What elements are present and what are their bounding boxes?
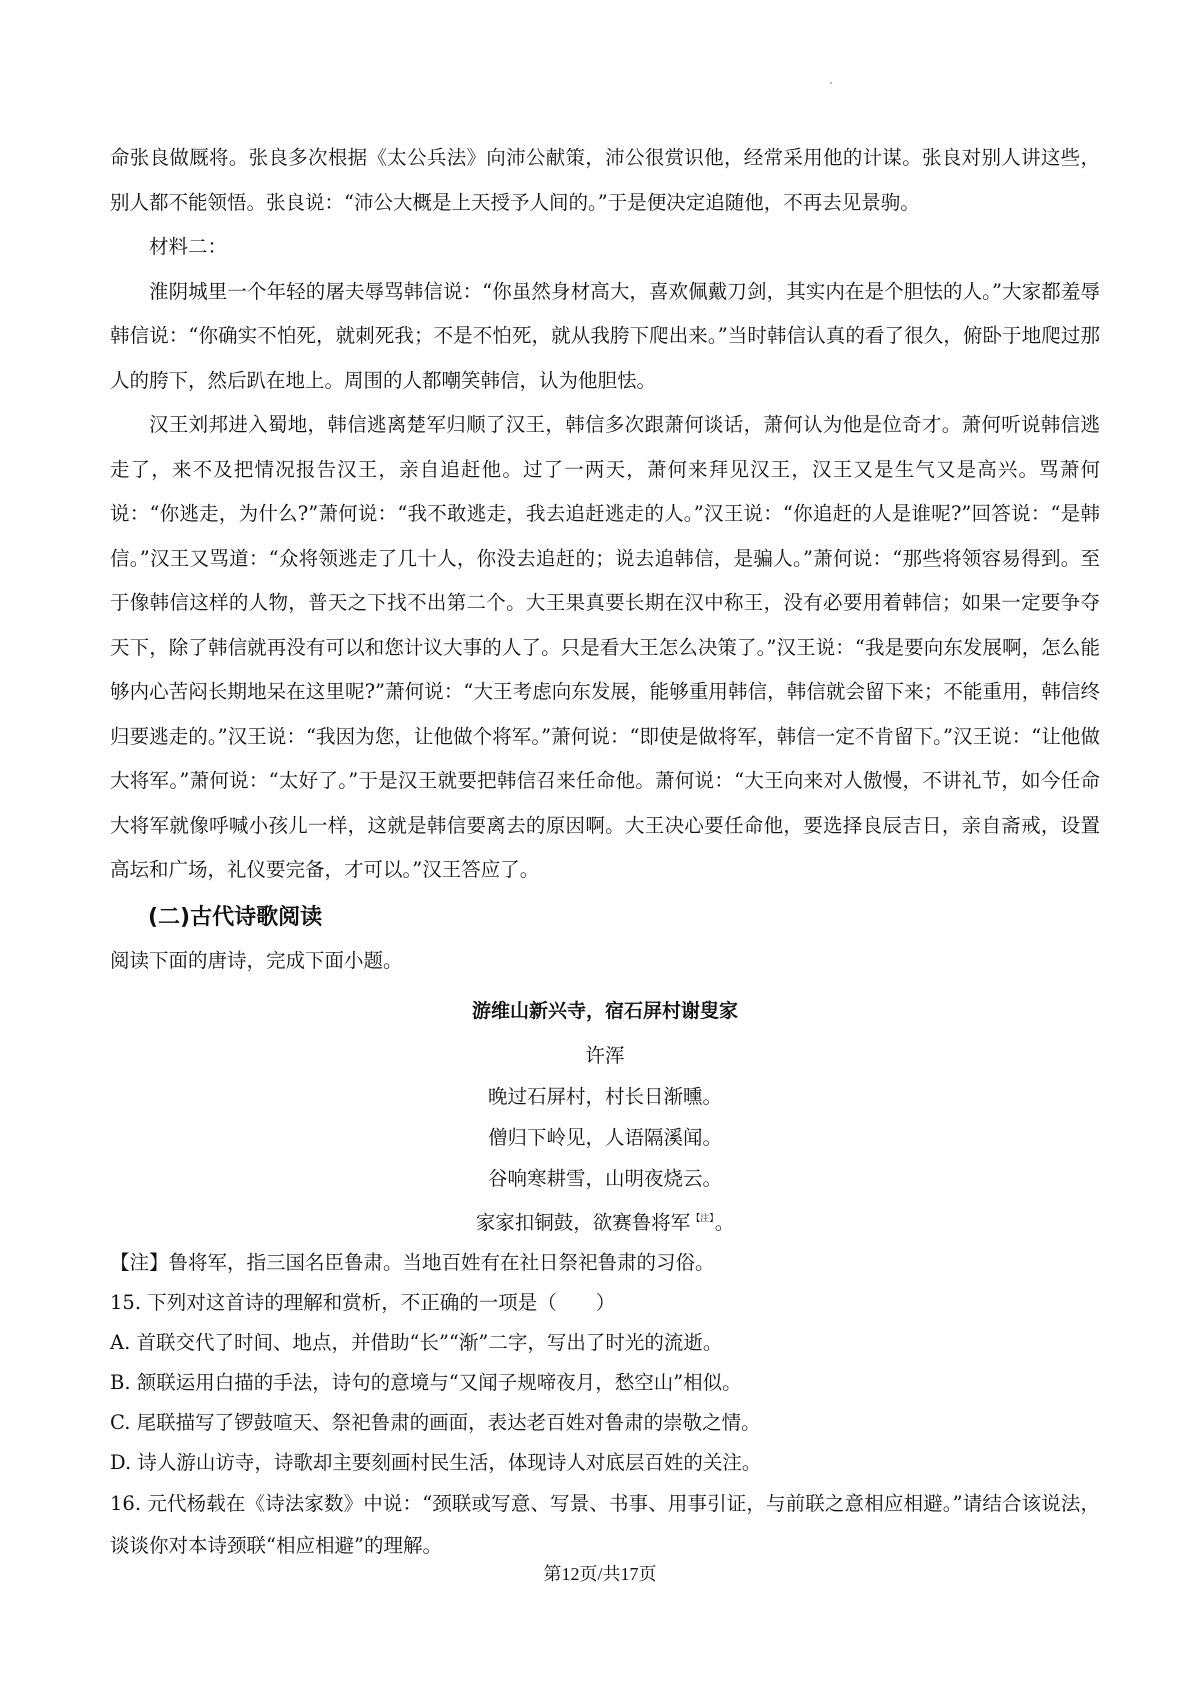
material1-tail: 命张良做厩将。张良多次根据《太公兵法》向沛公献策，沛公很赏识他，经常采用他的计谋。张良对别人讲这些，别人都不能领悟。张良说：“沛公大概是上天授予人间的。”于是便决定追随他，不再去见景驹。 [110,146,1100,214]
question-15-stem: 15. 下列对这首诗的理解和赏析，不正确的一项是（ ） [110,1290,616,1314]
poem-line-4-end: 。 [714,1210,735,1234]
question-15-option-c: C. 尾联描写了锣鼓喧天、祭祀鲁肃的画面，表达老百姓对鲁肃的崇敬之情。 [110,1410,761,1434]
note-marker: 【注】 [691,1213,714,1224]
material2-label: 材料二： [149,235,228,258]
page-footer: 第12页/共17页 [543,1564,657,1584]
scan-speck [830,82,832,84]
instruction: 阅读下面的唐诗，完成下面小题。 [110,948,403,972]
poem-title: 游维山新兴寺，宿石屏村谢叟家 [471,999,738,1022]
poem-line-4-text: 家家扣铜鼓，欲赛鲁将军 [475,1210,691,1234]
question-15-option-b: B. 颔联运用白描的手法，诗句的意境与“又闻子规啼夜月，愁空山”相似。 [110,1370,742,1394]
material2-paragraph-2: 汉王刘邦进入蜀地，韩信逃离楚军归顺了汉王，韩信多次跟萧何谈话，萧何认为他是位奇才。萧何听说韩信逃走了，来不及把情况报告汉王，亲自追赶他。过了一两天，萧何来拜见汉王，汉王又是生气又是高兴。骂萧何说：“你逃走，为什么?”萧何说：“我不敢逃走，我去追赶逃走的人。”汉王说：“你追赶的人是谁呢?”回答说：“是韩信。”汉王又骂道：“众将领逃走了几十人，你没去追赶的；说去追韩信，是骗人。”萧何说：“那些将领容易得到。至于像韩信这样的人物，普天之下找不出第二个。大王果真要长期在汉中称王，没有必要用着韩信；如果一定要争夺天下，除了韩信就再没有可以和您计议大事的人了。只是看大王怎么决策了。”汉王说：“我是要向东发展啊，怎么能够内心苦闷长期地呆在这里呢?”萧何说：“大王考虑向东发展，能够重用韩信，韩信就会留下来；不能重用，韩信终归要逃走的。”汉王说：“我因为您，让他做个将军。”萧何说：“即使是做将军，韩信一定不肯留下。”汉王说：“让他做大将军。”萧何说：“太好了。”于是汉王就要把韩信召来任命他。萧何说：“大王向来对人傲慢，不讲礼节，如今任命大将军就像呼喊小孩儿一样，这就是韩信要离去的原因啊。大王决心要任命他，要选择良辰吉日，亲自斋戒，设置高坛和广场，礼仪要完备，才可以。”汉王答应了。 [110,413,1100,881]
poem-author: 许浑 [585,1043,625,1067]
poem [110,987,1100,1243]
poem-line-1: 晚过石屏村，村长日渐曛。 [487,1084,722,1108]
section-heading: (二)古代诗歌阅读 [148,904,323,930]
question-16: 16. 元代杨载在《诗法家数》中说：“颈联或写意、写景、书事、用事引证，与前联之意相应相避。”请结合该说法，谈谈你对本诗颈联“相应相避”的理解。 [110,1491,1100,1557]
material2-paragraph-1: 淮阴城里一个年轻的屠夫辱骂韩信说：“你虽然身材高大，喜欢佩戴刀剑，其实内在是个胆怯的人。”大家都羞辱韩信说：“你确实不怕死，就刺死我；不是不怕死，就从我胯下爬出来。”当时韩信认真的看了很久，俯卧于地爬过那人的胯下，然后趴在地上。周围的人都嘲笑韩信，认为他胆怯。 [110,279,1100,392]
question-15 [110,1283,1100,1483]
question-15-option-a: A. 首联交代了时间、地点，并借助“长”“渐”二字，写出了时光的流逝。 [110,1330,723,1354]
page-content [110,136,1100,1567]
poem-line-2: 僧归下岭见，人语隔溪闻。 [487,1125,722,1149]
poem-line-4 [110,1199,1100,1243]
question-15-option-d: D. 诗人游山访寺，诗歌却主要刻画村民生活，体现诗人对底层百姓的关注。 [110,1450,762,1474]
poem-line-3: 谷响寒耕雪，山明夜烧云。 [487,1166,722,1190]
poem-note: 【注】鲁将军，指三国名臣鲁肃。当地百姓有在社日祭祀鲁肃的习俗。 [110,1250,715,1274]
